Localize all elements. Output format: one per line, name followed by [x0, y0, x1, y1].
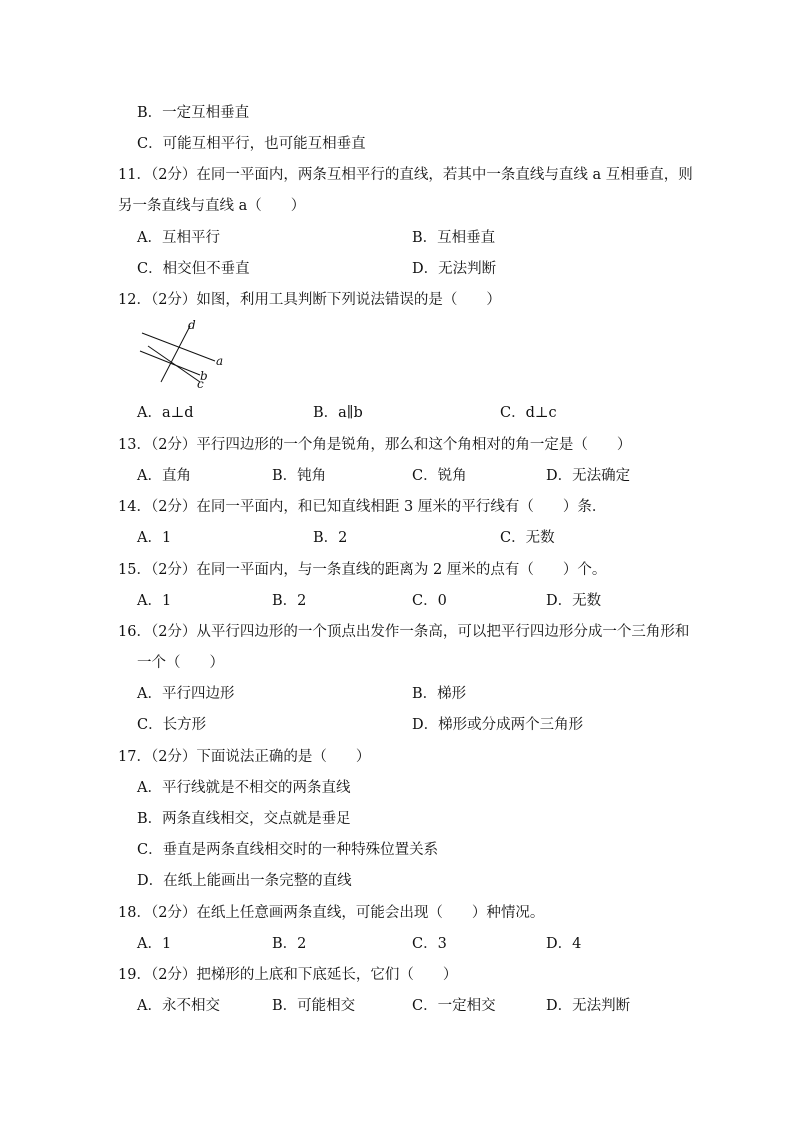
q10-option-c: C．可能互相平行，也可能互相垂直 — [137, 136, 366, 152]
q16-option-d: D．梯形或分成两个三角形 — [412, 717, 584, 733]
q12-line-c — [148, 346, 200, 382]
q14-option-a: A．1 — [137, 530, 172, 546]
q12-stem: 12．（2分）如图，利用工具判断下列说法错误的是（ ） — [118, 292, 501, 308]
q12-line-d — [161, 326, 190, 382]
q15-option-a: A．1 — [137, 593, 172, 609]
q16-stem-line2: 一个（ ） — [137, 655, 224, 671]
q18-option-a: A．1 — [137, 936, 172, 952]
q11-stem-line1: 11．（2分）在同一平面内，两条互相平行的直线，若其中一条直线与直线 a 互相垂直，则 — [118, 167, 693, 183]
q15-option-b: B．2 — [272, 593, 307, 609]
q19-option-c: C．一定相交 — [412, 998, 496, 1014]
q14-stem: 14．（2分）在同一平面内，和已知直线相距 3 厘米的平行线有（ ）条． — [118, 499, 607, 515]
q11-option-a: A．互相平行 — [137, 230, 220, 246]
q19-stem: 19．（2分）把梯形的上底和下底延长，它们（ ） — [118, 967, 458, 983]
q19-option-d: D．无法判断 — [546, 998, 631, 1014]
q16-stem-line1: 16．（2分）从平行四边形的一个顶点出发作一条高，可以把平行四边形分成一个三角形和 — [118, 624, 690, 640]
q13-option-d: D．无法确定 — [546, 468, 631, 484]
q19-option-a: A．永不相交 — [137, 998, 220, 1014]
q11-option-c: C．相交但不垂直 — [137, 261, 250, 277]
q12-option-c: C．d⊥c — [500, 405, 557, 421]
q13-stem: 13．（2分）平行四边形的一个角是锐角，那么和这个角相对的角一定是（ ） — [118, 437, 632, 453]
q13-option-c: C．锐角 — [412, 468, 467, 484]
q11-stem-line2: 另一条直线与直线 a（ ） — [118, 198, 306, 214]
q16-option-c: C．长方形 — [137, 717, 207, 733]
q12-label-d: d — [188, 318, 196, 332]
q17-stem: 17．（2分）下面说法正确的是（ ） — [118, 749, 371, 765]
q13-option-b: B．钝角 — [272, 468, 327, 484]
q11-option-b: B．互相垂直 — [412, 230, 496, 246]
q16-option-a: A．平行四边形 — [137, 686, 235, 702]
q12-label-a: a — [216, 354, 224, 368]
q11-option-d: D．无法判断 — [412, 261, 497, 277]
q18-stem: 18．（2分）在纸上任意画两条直线，可能会出现（ ）种情况。 — [118, 905, 545, 921]
q17-option-b: B．两条直线相交，交点就是垂足 — [137, 811, 351, 827]
q12-option-b: B．a∥b — [313, 405, 363, 421]
q12-line-a — [142, 333, 215, 361]
q12-label-b: b — [200, 369, 208, 383]
q14-option-c: C．无数 — [500, 530, 555, 546]
q18-option-c: C．3 — [412, 936, 447, 952]
q12-line-b — [140, 351, 200, 375]
q17-option-d: D．在纸上能画出一条完整的直线 — [137, 873, 352, 889]
q18-option-d: D．4 — [546, 936, 582, 952]
q19-option-b: B．可能相交 — [272, 998, 356, 1014]
q12-option-a: A．a⊥d — [137, 405, 194, 421]
q16-option-b: B．梯形 — [412, 686, 467, 702]
q15-option-c: C．0 — [412, 593, 447, 609]
q12-figure — [134, 318, 234, 390]
q17-option-a: A．平行线就是不相交的两条直线 — [137, 780, 351, 796]
q18-option-b: B．2 — [272, 936, 307, 952]
q10-option-b: B．一定互相垂直 — [137, 105, 250, 121]
q13-option-a: A．直角 — [137, 468, 191, 484]
q15-stem: 15．（2分）在同一平面内，与一条直线的距离为 2 厘米的点有（ ）个。 — [118, 562, 607, 578]
q14-option-b: B．2 — [313, 530, 348, 546]
q17-option-c: C．垂直是两条直线相交时的一种特殊位置关系 — [137, 842, 439, 858]
q12-label-c: c — [197, 377, 204, 390]
q15-option-d: D．无数 — [546, 593, 602, 609]
